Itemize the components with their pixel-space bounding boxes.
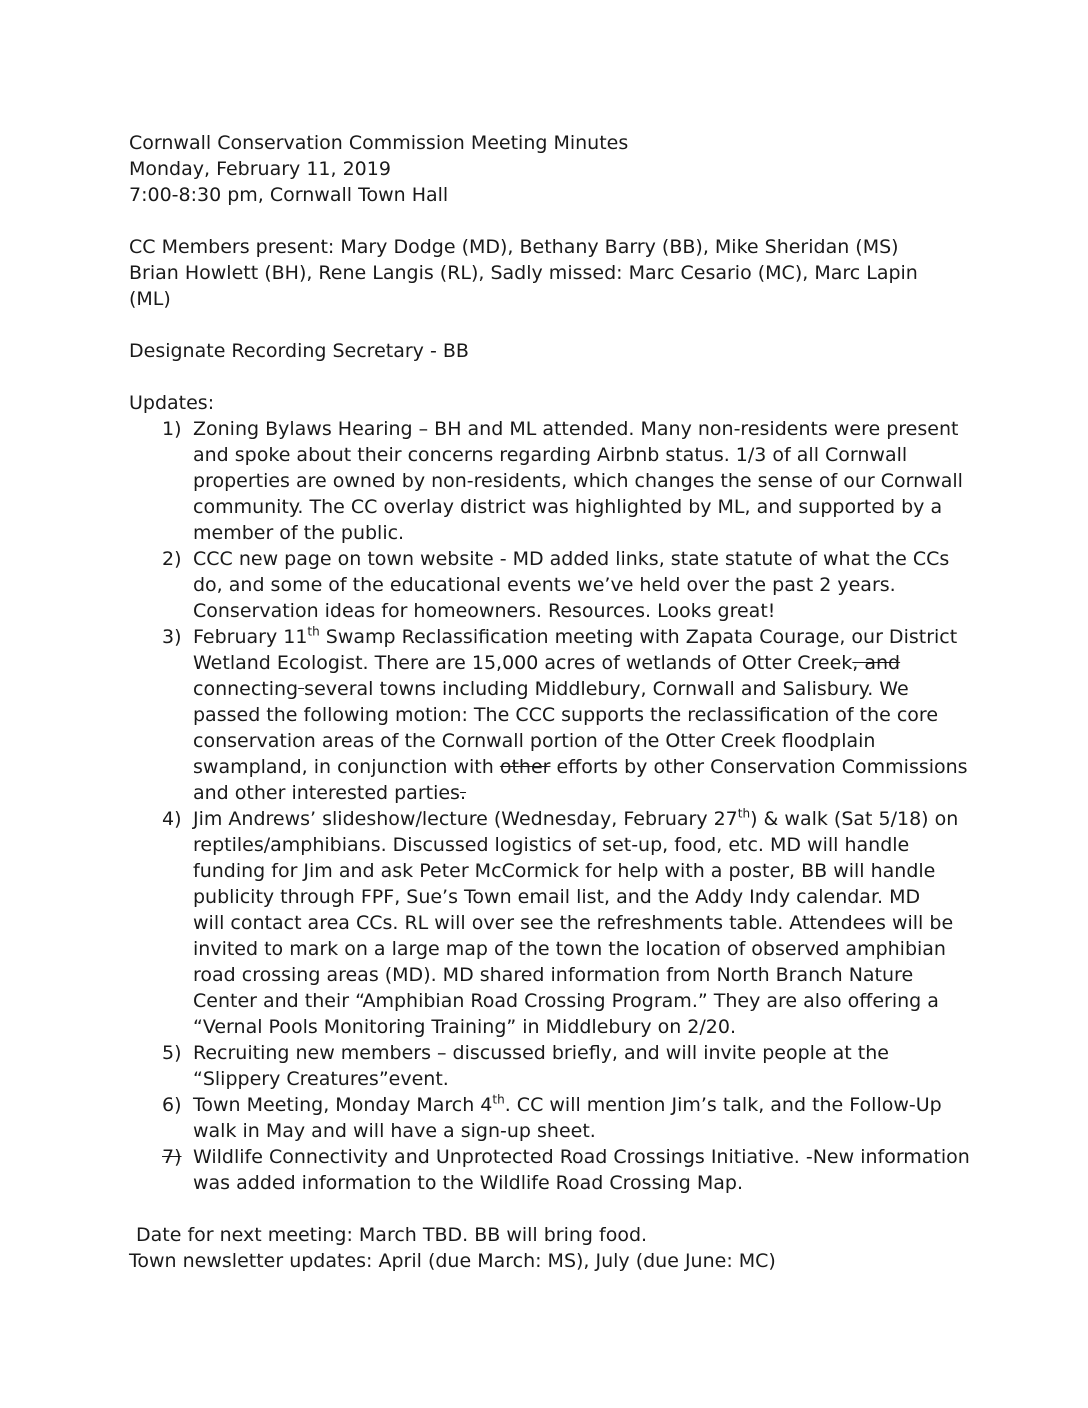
update-item-1 [129,416,979,546]
item-line [193,806,979,832]
item-line [193,754,979,780]
item-line: “Slippery Creatures”event. [193,1068,449,1090]
item-line: road crossing areas (MD). MD shared information from North Branch Nature [193,964,914,986]
next-meeting: Date for next meeting: March TBD. BB will bring food. [136,1224,648,1246]
text-run: February 11 [193,626,308,648]
item-line: will contact area CCs. RL will over see the refreshments table. Attendees will be [193,912,954,934]
item-number: 3) [162,626,182,648]
newsletter-updates: Town newsletter updates: April (due March: MS), July (due June: MC) [129,1250,776,1272]
item-line: Center and their “Amphibian Road Crossing Program.” They are also offering a [193,990,939,1012]
item-line: walk in May and will have a sign-up sheet. [193,1120,596,1142]
members-line: Brian Howlett (BH), Rene Langis (RL), Sadly missed: Marc Cesario (MC), Marc Lapin [129,262,918,284]
item-line [193,624,979,650]
update-item-6 [129,1092,979,1144]
item-number: 2) [162,548,182,570]
superscript: th [307,624,320,639]
text-run: swampland, in conjunction with [193,756,500,778]
document-title: Cornwall Conservation Commission Meeting Minutes [129,132,629,154]
updates-list [129,416,979,1196]
updates-heading: Updates: [129,392,215,414]
struck-text: other [499,756,551,778]
meeting-time-place: 7:00-8:30 pm, Cornwall Town Hall [129,184,449,206]
struck-text: . [459,782,467,804]
superscript: th [737,806,751,821]
item-line [193,1092,979,1118]
update-item-4 [129,806,979,1040]
item-line: Zoning Bylaws Hearing – BH and ML attended. Many non-residents were present [193,418,959,440]
item-line [193,676,979,702]
superscript: th [492,1092,505,1107]
item-line: Wildlife Connectivity and Unprotected Road Crossings Initiative. -New information [193,1146,970,1168]
item-line: was added information to the Wildlife Road Crossing Map. [193,1172,744,1194]
struck-text: , and [852,652,901,674]
text-run: Jim Andrews’ slideshow/lecture (Wednesday, February 27 [193,808,738,830]
item-line: properties are owned by non-residents, which changes the sense of our Cornwall [193,470,963,492]
text-run: efforts by other Conservation Commissions [550,756,968,778]
item-line: CCC new page on town website - MD added links, state statute of what the CCs [193,548,950,570]
item-line: publicity through FPF, Sue’s Town email list, and the Addy Indy calendar. MD [193,886,921,908]
item-line: Recruiting new members – discussed briefly, and will invite people at the [193,1042,889,1064]
update-item-5 [129,1040,979,1092]
item-number: 5) [162,1042,182,1064]
update-item-7 [129,1144,979,1196]
item-line [193,650,979,676]
item-line: and spoke about their concerns regarding Airbnb status. 1/3 of all Cornwall [193,444,908,466]
item-line: do, and some of the educational events we’ve held over the past 2 years. [193,574,896,596]
text-run: and other interested parties [193,782,460,804]
item-line: funding for Jim and ask Peter McCormick for help with a poster, BB will handle [193,860,936,882]
item-number: 6) [162,1094,182,1116]
recording-secretary: Designate Recording Secretary - BB [129,340,469,362]
meeting-date: Monday, February 11, 2019 [129,158,391,180]
update-item-2 [129,546,979,624]
text-run: connecting [193,678,299,700]
item-line: “Vernal Pools Monitoring Training” in Middlebury on 2/20. [193,1016,737,1038]
text-run: ) & walk (Sat 5/18) on [750,808,959,830]
members-line: CC Members present: Mary Dodge (MD), Bethany Barry (BB), Mike Sheridan (MS) [129,236,899,258]
item-number: 4) [162,808,182,830]
members-line: (ML) [129,288,171,310]
item-line [193,780,979,806]
item-line: Conservation ideas for homeowners. Resources. Looks great! [193,600,776,622]
item-line: passed the following motion: The CCC supports the reclassification of the core [193,704,939,726]
item-line: conservation areas of the Cornwall portion of the Otter Creek floodplain [193,730,876,752]
text-run: several towns including Middlebury, Cornwall and Salisbury. We [304,678,909,700]
update-item-3 [129,624,979,806]
item-number: 7) [162,1146,182,1168]
text-run: . CC will mention Jim’s talk, and the Follow-Up [504,1094,942,1116]
item-line: community. The CC overlay district was highlighted by ML, and supported by a [193,496,943,518]
meeting-minutes [129,130,979,1274]
members-present [129,234,979,312]
item-number: 1) [162,418,182,440]
item-line: reptiles/amphibians. Discussed logistics of set-up, food, etc. MD will handle [193,834,910,856]
text-run: Wetland Ecologist. There are 15,000 acres of wetlands of Otter Creek [193,652,853,674]
item-line: member of the public. [193,522,405,544]
text-run: Town Meeting, Monday March 4 [193,1094,493,1116]
text-run: Swamp Reclassification meeting with Zapata Courage, our District [319,626,958,648]
item-line: invited to mark on a large map of the town the location of observed amphibian [193,938,946,960]
